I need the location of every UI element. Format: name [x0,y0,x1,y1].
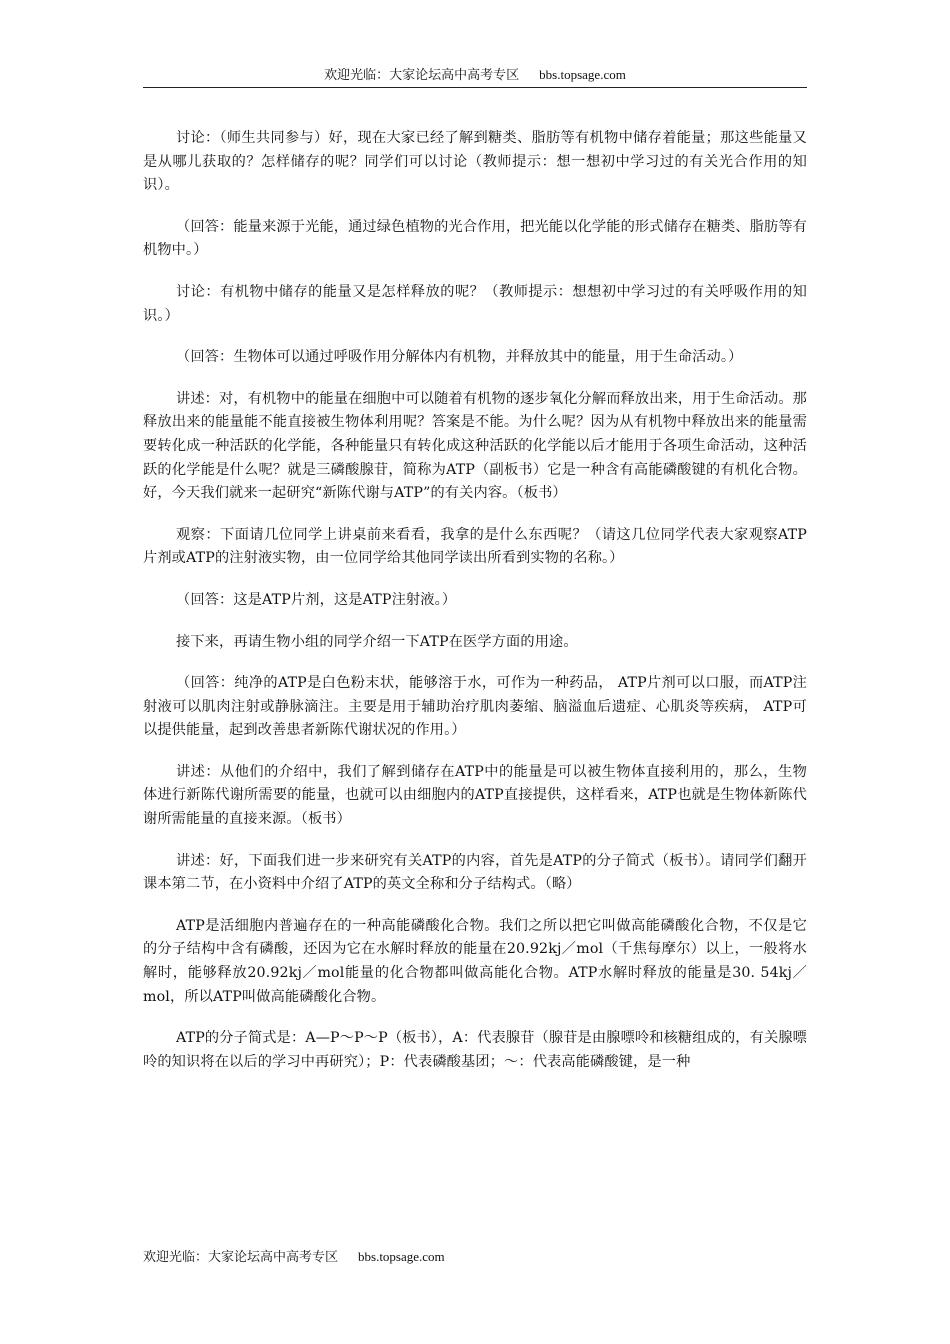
paragraph-lecture-2: 讲述：从他们的介绍中，我们了解到储存在ATP中的能量是可以被生物体直接利用的，那么，生物体进行新陈代谢所需要的能量，也就可以由细胞内的ATP直接提供，这样看来，ATP也就是生物体新陈代谢所需能量的直接来源。（板书） [143,763,807,828]
paragraph-answer-4: （回答：纯净的ATP是白色粉末状，能够溶于水，可作为一种药品， ATP片剂可以口服，而ATP注射液可以肌肉注射或静脉滴注。主要是用于辅助治疗肌肉萎缩、脑溢血后遗症、心肌炎等疾病， ATP可以提供能量，起到改善患者新陈代谢状况的作用。） [143,675,807,739]
paragraph-lecture-1: 讲述：对，有机物中的能量在细胞中可以随着有机物的逐步氧化分解而释放出来，用于生命活动。那释放出来的能量能不能直接被生物体利用呢？答案是不能。为什么呢？因为从有机物中释放出来的能量需要转化成一种活跃的化学能，各种能量只有转化成这种活跃的化学能以后才能用于各项生命活动，这种活跃的化学能是什么呢？就是三磷酸腺苷，简称为ATP（副板书）它是一种含有高能磷酸键的有机化合物。好，今天我们就来一起研究“新陈代谢与ATP”的有关内容。（板书） [143,390,807,502]
document-body [143,127,807,1092]
paragraph-atp-formula: ATP的分子简式是：A—P～P～P（板书），A：代表腺苷（腺苷是由腺嘌呤和核糖组成的，有关腺嘌呤的知识将在以后的学习中再研究）；P：代表磷酸基团；～：代表高能磷酸键，是一种 [143,1030,807,1070]
paragraph-answer-1: （回答：能量来源于光能，通过绿色植物的光合作用，把光能以化学能的形式储存在糖类、脂肪等有机物中。） [143,218,807,259]
header-site-link[interactable]: bbs.topsage.com [539,67,626,82]
paragraph-lecture-3: 讲述：好，下面我们进一步来研究有关ATP的内容，首先是ATP的分子简式（板书）。请同学们翻开课本第二节，在小资料中介绍了ATP的英文全称和分子结构式。（略） [143,852,807,893]
paragraph-atp-definition: ATP是活细胞内普遍存在的一种高能磷酸化合物。我们之所以把它叫做高能磷酸化合物，不仅是它的分子结构中含有磷酸，还因为它在水解时释放的能量在20.92kj／mol（千焦每摩尔）以上，一般将水解时，能够释放20.92kj／mol能量的化合物都叫做高能化合物。ATP水解时释放的能量是30. 54kj／mol，所以ATP叫做高能磷酸化合物。 [143,917,807,1005]
paragraph-discussion-1: 讨论：（师生共同参与）好，现在大家已经了解到糖类、脂肪等有机物中储存着能量；那这些能量又是从哪儿获取的？怎样储存的呢？同学们可以讨论（教师提示：想一想初中学习过的有关光合作用的知识）。 [143,130,807,194]
paragraph-observation: 观察：下面请几位同学上讲桌前来看看，我拿的是什么东西呢？（请这几位同学代表大家观察ATP片剂或ATP的注射液实物，由一位同学给其他同学读出所看到实物的名称。） [143,526,807,567]
paragraph-next: 接下来，再请生物小组的同学介绍一下ATP在医学方面的用途。 [176,633,578,650]
paragraph-discussion-2: 讨论：有机物中储存的能量又是怎样释放的呢？（教师提示：想想初中学习过的有关呼吸作用的知识。） [143,283,807,324]
page-header [143,66,807,88]
footer-welcome-text: 欢迎光临：大家论坛高中高考专区 [143,1250,339,1265]
footer-site-link[interactable]: bbs.topsage.com [358,1249,445,1264]
paragraph-answer-3: （回答：这是ATP片剂，这是ATP注射液。） [176,591,457,608]
page-footer [143,1248,445,1267]
header-welcome-text: 欢迎光临：大家论坛高中高考专区 [324,68,520,83]
paragraph-answer-2: （回答：生物体可以通过呼吸作用分解体内有机物，并释放其中的能量，用于生命活动。） [176,349,743,366]
